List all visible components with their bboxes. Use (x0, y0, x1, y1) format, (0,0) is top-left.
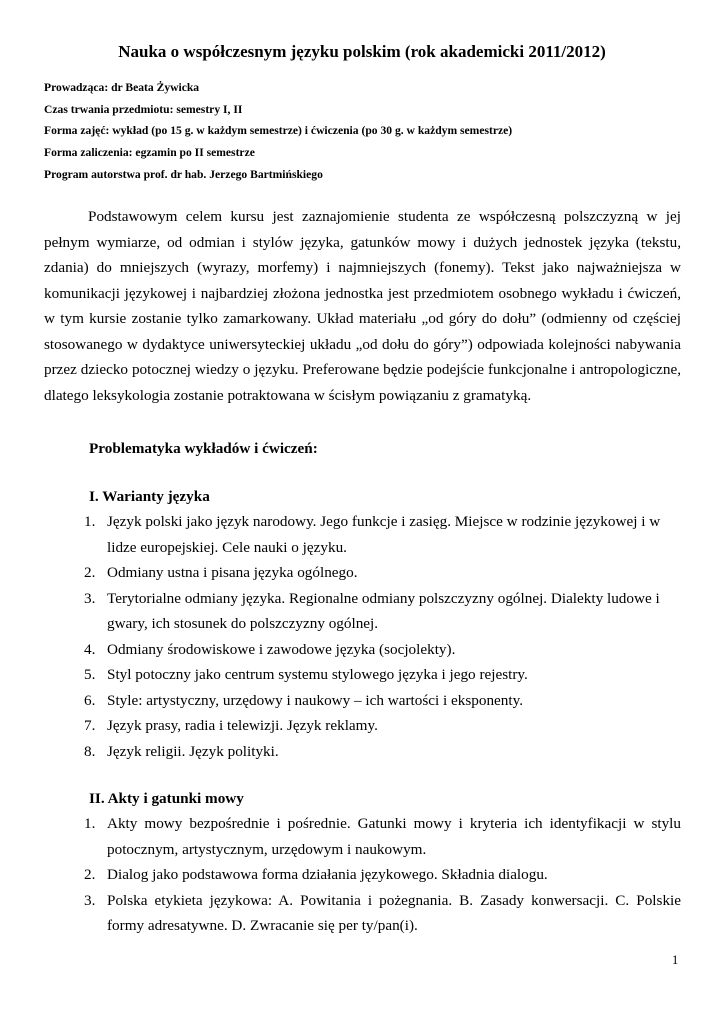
course-metadata (44, 77, 684, 186)
problems-heading: Problematyka wykładów i ćwiczeń: (89, 440, 318, 457)
meta-class-form: Forma zajęć: wykład (po 15 g. w każdym semestrze) i ćwiczenia (po 30 g. w każdym semestrze) (44, 124, 513, 138)
document-title: Nauka o współczesnym języku polskim (rok akademicki 2011/2012) (118, 42, 606, 61)
section-2-heading: II. Akty i gatunki mowy (89, 790, 244, 807)
list-item: 7. Język prasy, radia i telewizji. Język reklamy. (84, 717, 378, 734)
list-item: 3. Terytorialne odmiany języka. Regionalne odmiany polszczyzny ogólnej. Dialekty ludowe i gwary, ich stosunek do polszczyzny ogólnej. (84, 589, 660, 632)
list-item: 4. Odmiany środowiskowe i zawodowe języka (socjolekty). (84, 640, 456, 658)
meta-instructor: Prowadząca: dr Beata Żywicka (44, 81, 200, 94)
list-item: 3. Polska etykieta językowa: A. Powitania i pożegnania. B. Zasady konwersacji. C. Polskie formy adresatywne. D. Zwracanie się per ty/pan(i). (84, 891, 681, 934)
list-item: 5. Styl potoczny jako centrum systemu stylowego języka i jego rejestry. (84, 666, 528, 683)
meta-duration: Czas trwania przedmiotu: semestry I, II (44, 102, 243, 116)
list-item: 2. Odmiany ustna i pisana języka ogólnego. (84, 564, 358, 581)
page-number: 1 (672, 953, 679, 967)
meta-author: Program autorstwa prof. dr hab. Jerzego Bartmińskiego (44, 167, 323, 181)
intro-paragraph: Podstawowym celem kursu jest zaznajomienie studenta ze współczesną polszczyzną w jej pełnym wymiarze, od odmian i stylów języka, gatunków mowy i dużych jednostek języka (tekstu, zdania) do mniejszych (wyrazy, morfemy) i najmniejszych (fonemy). Tekst jako najważniejsza w komunikacji językowej i najbardziej złożona jednostka jest przedmiotem osobnego wykładu i ćwiczeń, w tym kursie zostanie tylko zamarkowany. Układ materiału „od góry do dołu” (odmienny od częściej stosowanego w dydaktyce uniwersyteckiej układu „od dołu do góry”) odpowiada kolejności nabywania przez dziecko potocznej wiedzy o języku. Preferowane będzie podejście funkcjonalne i antropologiczne, dlatego leksykologia zostanie potraktowana w ścisłym powiązaniu z gramatyką. (44, 208, 681, 404)
meta-assessment: Forma zaliczenia: egzamin po II semestrze (44, 146, 255, 160)
list-item: 6. Style: artystyczny, urzędowy i naukowy – ich wartości i eksponenty. (84, 691, 524, 709)
section-1-list (44, 509, 681, 764)
list-item: 1. Akty mowy bezpośrednie i pośrednie. Gatunki mowy i kryteria ich identyfikacji w stylu potocznym, artystycznym, urzędowym i naukowym. (84, 815, 681, 858)
section-2-list (44, 811, 681, 939)
list-item: 2. Dialog jako podstawowa forma działania językowego. Składnia dialogu. (84, 866, 548, 883)
section-1-heading: I. Warianty języka (89, 488, 210, 505)
list-item: 1. Język polski jako język narodowy. Jego funkcje i zasięg. Miejsce w rodzinie językowej i w lidze europejskiej. Cele nauki o języku. (84, 513, 661, 556)
list-item: 8. Język religii. Język polityki. (84, 742, 279, 760)
